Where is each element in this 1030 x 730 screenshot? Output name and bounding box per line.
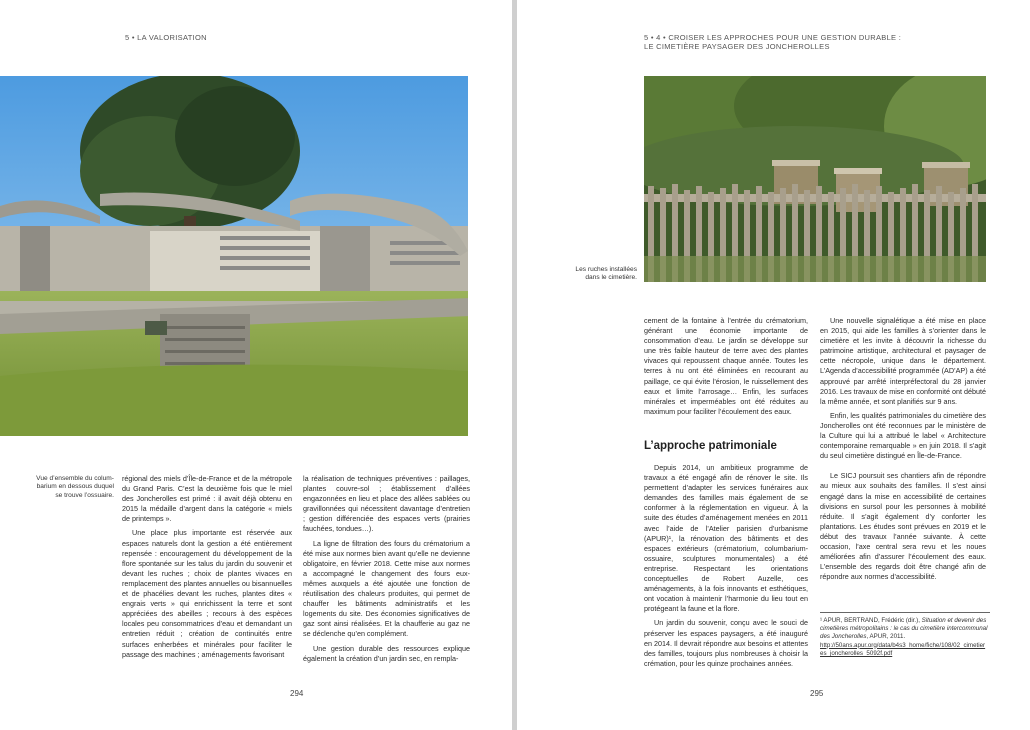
photo-columbarium: [0, 76, 468, 436]
columbarium-image: [0, 76, 468, 436]
paragraph: Depuis 2014, un ambitieux programme de travaux a été engagé afin de rénover le site. Ils permettent d’adapter les services funéraires aux demandes des familles mais également de se conformer à la réglementation en vigueur. À la suite des études d’aménagement menées en 2011 avec l’aide de l’Atelier parisien d’urbanisme (APUR)¹, la rénovation des bâtiments et des espaces extérieurs (crématorium, columbarium-ossuaire, sculptures monumentales) a été entreprise. Respectant les orientations conceptuelles de Robert Auzelle, ces aménagements, à la fois innovants et esthétiques, ont vocation à maintenir l’harmonie du lieu tout en protégeant la faune et la flore.: [644, 463, 808, 614]
paragraph: Une place plus importante est réservée aux espaces naturels dont la gestion a été entièrement repensée : encouragement du développement de la flore spontanée sur les talus du jardin du souvenir et devant les ruches ; choix de plantes vivaces en remplacement des plantes annuelles ou bisannuelles et de phacélies devant les ruches, plantes dites « engrais verts » qui enrichissent la terre et sont appréciées des abeilles ; recours à des espèces locales peu consommatrices d’eau et demandant un entretien réduit ; création de continuités entre surfaces enherbées et minérales pour faciliter le passage des machines ; aménagements favorisant: [122, 528, 292, 659]
left-column-1: [122, 474, 292, 664]
page-right: [517, 0, 1030, 730]
page-number-left: 294: [290, 689, 304, 698]
caption-beehives: Les ruches installées dans le cimetière.: [575, 266, 637, 282]
paragraph: cement de la fontaine à l’entrée du crématorium, générant une économie importante de consommation d’eau. Le jardin se développe sur une très faible hauteur de terre avec des plantes vivaces qui repoussent chaque année. Toutes les terres à nu ont été éliminées en recourant au paillage, ce qui évite l’érosion, le ruissellement des eaux et limite l’arrosage… Enfin, les surfaces minérales et imperméables ont été réduites au maximum pour faciliter l’écoulement des eaux.: [644, 316, 808, 416]
footnote: [820, 612, 988, 658]
left-column-2: [303, 474, 470, 668]
running-head-right: [644, 33, 901, 51]
footnote-title: Situation et devenir des cimetières métropolitains : le cas du cimetière intercommunal des Joncherolles: [820, 617, 988, 641]
paragraph: La ligne de filtration des fours du crématorium a été mise aux normes bien avant qu’elle ne devienne obligatoire, en février 2018. Cette mise aux normes a accompagné le changement des fours eux-mêmes auxquels a été ajoutée une fonction de réutilisation des chaleurs produites, qui permet de chauffer les bâtiments administratifs et les logements du site. Des économies significatives de gaz sont ainsi réalisées. Et la chaufferie au gaz ne se déclenche qu’en complément.: [303, 538, 470, 639]
right-column-2: [820, 316, 986, 586]
paragraph: Un jardin du souvenir, conçu avec le souci de préserver les espaces paysagers, a été inauguré en 2014. Il devrait répondre aux besoins et attentes des familles, toujours plus nombreuses à choisir la crémation, pour les quinze prochaines années.: [644, 618, 808, 668]
running-head-left: 5 • LA VALORISATION: [125, 33, 207, 42]
page-left: [0, 0, 512, 730]
right-column-1-bottom: [644, 463, 808, 673]
footnote-lead: ¹ APUR, BERTRAND, Frédéric (dir.),: [820, 617, 922, 624]
beehives-image: [644, 76, 986, 282]
running-head-line-2: LE CIMETIÈRE PAYSAGER DES JONCHEROLLES: [644, 42, 830, 51]
footnote-tail: , APUR, 2011.: [866, 633, 906, 641]
footnote-link[interactable]: http://50ans.apur.org/data/b4s3_home/fiche/108/02_cimetieres_joncherolles_5092f.pdf: [820, 641, 986, 657]
caption-columbarium: Vue d’ensemble du colum-barium en dessous duquel se trouve l’ossuaire.: [36, 475, 114, 499]
paragraph: Une gestion durable des ressources explique également la création d’un jardin sec, en rempla-: [303, 643, 470, 663]
paragraph: régional des miels d’Île-de-France et de la métropole du Grand Paris. C’est la deuxième fois que le miel des Joncherolles est primé : il avait déjà obtenu en 2015 la médaille d’argent dans la catégorie « miels de printemps ».: [122, 474, 292, 524]
photo-beehives: [644, 76, 986, 282]
paragraph: Une nouvelle signalétique a été mise en place en 2015, qui aide les familles à s’orienter dans le cimetière et les invite à découvrir la richesse du patrimoine artistique, architectural et paysager de cette nécropole, unique dans le département. L’Agenda d’accessibilité programmée (AD’AP) a été approuvé par arrêté interpréfectoral du 28 janvier 2016. Les travaux de mise en conformité ont débuté la même année, et sont planifiés sur 9 ans.: [820, 316, 986, 406]
paragraph: la réalisation de techniques préventives : paillages, plantes couvre-sol ; établissement d’allées engazonnées en lieu et place des allées sablées ou gravillonnées qui nécessitent davantage d’entretien ; gestion différenciée des espaces verts (prairies fauchées, tondues…).: [303, 474, 470, 534]
section-heading: L’approche patrimoniale: [644, 440, 777, 452]
right-column-1-top: [644, 316, 808, 421]
page-number-right: 295: [810, 689, 824, 698]
footnote-rule: [820, 612, 990, 613]
paragraph: Le SICJ poursuit ses chantiers afin de répondre au mieux aux souhaits des familles. Il s’est ainsi engagé dans la mise en accessibilité de certaines divisions en sursol pour les personnes à mobilité réduite. Il s’agit également d’y conforter les plantations. Les études sont prévues en 2019 et le début des travaux l’année suivante. À cette occasion, l’axe central sera revu et les noues améliorées afin d’assurer l’écoulement des eaux. L’ensemble des regards doit être changé afin de répondre aux normes d’accessibilité.: [820, 471, 986, 582]
paragraph: Enfin, les qualités patrimoniales du cimetière des Joncherolles ont été reconnues par le ministère de la Culture qui lui a attribué le label « Architecture contemporaine remarquable » en juin 2018. Il s’agit du seul cimetière distingué en Île-de-France.: [820, 410, 986, 461]
running-head-line-1: 5 • 4 • CROISER LES APPROCHES POUR UNE GESTION DURABLE :: [644, 33, 902, 42]
